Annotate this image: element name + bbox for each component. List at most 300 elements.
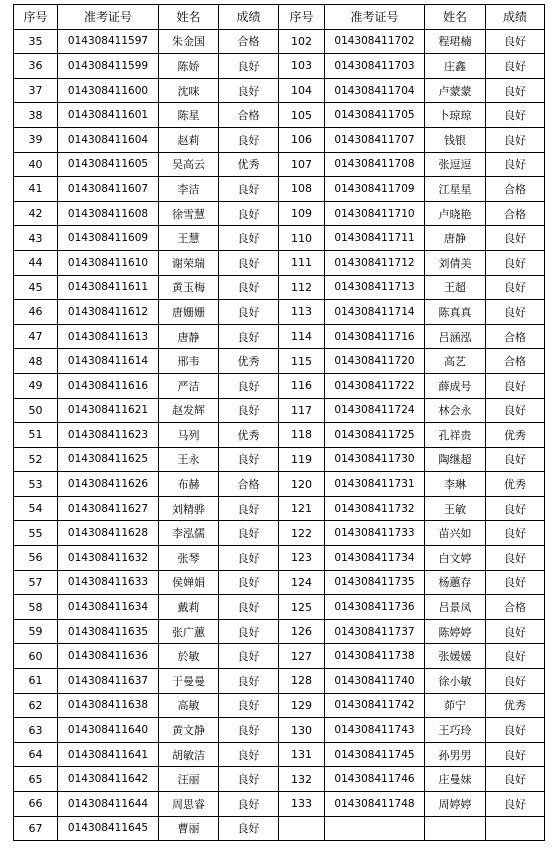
cell-seq: 124 (279, 570, 325, 595)
table-row (14, 152, 545, 177)
cell-name: 汪丽 (159, 767, 219, 792)
cell-grade: 优秀 (219, 423, 279, 448)
cell-ticket-no: 014308411737 (325, 619, 425, 644)
table-row (14, 226, 545, 251)
cell-ticket-no: 014308411740 (325, 669, 425, 694)
cell-seq (279, 816, 325, 841)
cell-ticket-no: 014308411745 (325, 742, 425, 767)
cell-ticket-no: 014308411613 (58, 324, 159, 349)
cell-ticket-no: 014308411612 (58, 300, 159, 325)
cell-name: 周婷婷 (425, 792, 486, 817)
cell-ticket-no: 014308411597 (58, 29, 159, 54)
cell-grade: 良好 (219, 226, 279, 251)
cell-ticket-no: 014308411732 (325, 496, 425, 521)
table-row (14, 570, 545, 595)
cell-name: 庄曼妹 (425, 767, 486, 792)
results-table (13, 4, 545, 841)
table-row (14, 546, 545, 571)
cell-name: 王慧 (159, 226, 219, 251)
cell-name: 赵莉 (159, 127, 219, 152)
cell-seq: 66 (14, 792, 58, 817)
cell-ticket-no: 014308411636 (58, 644, 159, 669)
cell-seq: 113 (279, 300, 325, 325)
table-row (14, 177, 545, 202)
cell-ticket-no: 014308411637 (58, 669, 159, 694)
cell-name: 吴高云 (159, 152, 219, 177)
cell-seq: 133 (279, 792, 325, 817)
table-row (14, 644, 545, 669)
header-ticket-no: 准考证号 (58, 5, 159, 30)
cell-grade: 良好 (219, 546, 279, 571)
cell-seq: 61 (14, 669, 58, 694)
cell-seq: 109 (279, 201, 325, 226)
cell-ticket-no: 014308411731 (325, 472, 425, 497)
cell-seq: 47 (14, 324, 58, 349)
cell-grade: 良好 (219, 324, 279, 349)
cell-seq: 64 (14, 742, 58, 767)
cell-ticket-no: 014308411645 (58, 816, 159, 841)
cell-ticket-no: 014308411738 (325, 644, 425, 669)
cell-grade: 合格 (486, 349, 545, 374)
cell-name: 孙男男 (425, 742, 486, 767)
cell-grade: 良好 (486, 300, 545, 325)
cell-grade: 良好 (219, 718, 279, 743)
header-seq: 序号 (279, 5, 325, 30)
table-row (14, 324, 545, 349)
cell-seq: 128 (279, 669, 325, 694)
cell-ticket-no: 014308411720 (325, 349, 425, 374)
table-row (14, 54, 545, 79)
cell-ticket-no: 014308411621 (58, 398, 159, 423)
cell-seq: 67 (14, 816, 58, 841)
header-row (14, 5, 545, 30)
cell-grade: 合格 (486, 201, 545, 226)
cell-name: 徐雪慧 (159, 201, 219, 226)
cell-seq: 59 (14, 619, 58, 644)
cell-seq: 111 (279, 250, 325, 275)
cell-seq: 46 (14, 300, 58, 325)
cell-ticket-no: 014308411635 (58, 619, 159, 644)
cell-grade: 良好 (219, 447, 279, 472)
cell-seq: 104 (279, 78, 325, 103)
cell-grade: 良好 (219, 127, 279, 152)
cell-grade: 良好 (219, 816, 279, 841)
cell-grade: 合格 (219, 29, 279, 54)
cell-ticket-no: 014308411730 (325, 447, 425, 472)
cell-grade: 良好 (219, 792, 279, 817)
cell-ticket-no: 014308411725 (325, 423, 425, 448)
cell-name: 沈咪 (159, 78, 219, 103)
cell-grade: 良好 (219, 177, 279, 202)
cell-ticket-no: 014308411627 (58, 496, 159, 521)
table-row (14, 693, 545, 718)
table-row (14, 816, 545, 841)
cell-name: 程珺楠 (425, 29, 486, 54)
cell-ticket-no: 014308411626 (58, 472, 159, 497)
table-row (14, 472, 545, 497)
cell-ticket-no: 014308411609 (58, 226, 159, 251)
cell-name: 卢晓艳 (425, 201, 486, 226)
cell-ticket-no: 014308411601 (58, 103, 159, 128)
cell-name (425, 816, 486, 841)
cell-seq: 56 (14, 546, 58, 571)
cell-name: 陈真真 (425, 300, 486, 325)
cell-seq: 41 (14, 177, 58, 202)
table-row (14, 398, 545, 423)
cell-name: 周思睿 (159, 792, 219, 817)
cell-grade: 良好 (219, 521, 279, 546)
cell-name: 曹丽 (159, 816, 219, 841)
cell-ticket-no: 014308411707 (325, 127, 425, 152)
cell-name: 王巧玲 (425, 718, 486, 743)
cell-name: 赵发辉 (159, 398, 219, 423)
cell-seq: 48 (14, 349, 58, 374)
cell-seq: 132 (279, 767, 325, 792)
cell-seq: 131 (279, 742, 325, 767)
cell-seq: 50 (14, 398, 58, 423)
cell-ticket-no: 014308411742 (325, 693, 425, 718)
cell-ticket-no: 014308411608 (58, 201, 159, 226)
cell-name: 高艺 (425, 349, 486, 374)
cell-name: 邢韦 (159, 349, 219, 374)
cell-seq: 107 (279, 152, 325, 177)
cell-seq: 125 (279, 595, 325, 620)
cell-ticket-no: 014308411746 (325, 767, 425, 792)
cell-seq: 110 (279, 226, 325, 251)
cell-name: 於敏 (159, 644, 219, 669)
table-row (14, 669, 545, 694)
cell-grade: 良好 (219, 54, 279, 79)
cell-ticket-no: 014308411600 (58, 78, 159, 103)
cell-name: 江星星 (425, 177, 486, 202)
table-row (14, 595, 545, 620)
cell-grade: 良好 (486, 447, 545, 472)
cell-grade: 合格 (219, 472, 279, 497)
cell-ticket-no: 014308411633 (58, 570, 159, 595)
cell-grade: 良好 (219, 595, 279, 620)
cell-name: 马列 (159, 423, 219, 448)
cell-seq: 60 (14, 644, 58, 669)
table-row (14, 496, 545, 521)
cell-grade: 优秀 (486, 693, 545, 718)
cell-name: 李泓儒 (159, 521, 219, 546)
cell-grade: 良好 (486, 619, 545, 644)
cell-name: 戴莉 (159, 595, 219, 620)
table-row (14, 275, 545, 300)
cell-grade: 合格 (219, 103, 279, 128)
cell-grade: 良好 (219, 373, 279, 398)
cell-seq: 38 (14, 103, 58, 128)
header-grade: 成绩 (486, 5, 545, 30)
cell-grade: 良好 (219, 742, 279, 767)
cell-name: 张逗逗 (425, 152, 486, 177)
cell-grade: 良好 (486, 226, 545, 251)
cell-grade: 优秀 (219, 349, 279, 374)
cell-grade: 良好 (486, 521, 545, 546)
cell-name: 杨蕙存 (425, 570, 486, 595)
cell-grade: 良好 (486, 103, 545, 128)
cell-seq: 119 (279, 447, 325, 472)
table-row (14, 742, 545, 767)
cell-name: 卜琼琼 (425, 103, 486, 128)
table-row (14, 423, 545, 448)
table-row (14, 127, 545, 152)
cell-name: 侯婵娟 (159, 570, 219, 595)
cell-ticket-no: 014308411610 (58, 250, 159, 275)
cell-seq: 53 (14, 472, 58, 497)
cell-ticket-no: 014308411710 (325, 201, 425, 226)
cell-seq: 57 (14, 570, 58, 595)
cell-ticket-no: 014308411640 (58, 718, 159, 743)
table-row (14, 447, 545, 472)
cell-name: 王敏 (425, 496, 486, 521)
cell-seq: 39 (14, 127, 58, 152)
cell-grade: 良好 (219, 669, 279, 694)
cell-name: 黄玉梅 (159, 275, 219, 300)
cell-name: 陈婷婷 (425, 619, 486, 644)
cell-ticket-no: 014308411712 (325, 250, 425, 275)
cell-ticket-no: 014308411743 (325, 718, 425, 743)
cell-seq: 35 (14, 29, 58, 54)
cell-grade: 优秀 (486, 472, 545, 497)
cell-grade: 良好 (486, 398, 545, 423)
cell-name: 谢荣瑞 (159, 250, 219, 275)
table-row (14, 718, 545, 743)
cell-name: 张媛媛 (425, 644, 486, 669)
cell-ticket-no: 014308411611 (58, 275, 159, 300)
cell-grade: 合格 (486, 324, 545, 349)
cell-name: 高敏 (159, 693, 219, 718)
cell-ticket-no: 014308411634 (58, 595, 159, 620)
header-name: 姓名 (425, 5, 486, 30)
cell-grade: 良好 (486, 767, 545, 792)
cell-name: 陶继超 (425, 447, 486, 472)
cell-ticket-no: 014308411623 (58, 423, 159, 448)
table-row (14, 619, 545, 644)
cell-grade: 合格 (486, 595, 545, 620)
cell-ticket-no: 014308411709 (325, 177, 425, 202)
cell-ticket-no: 014308411628 (58, 521, 159, 546)
cell-name: 王永 (159, 447, 219, 472)
cell-grade: 良好 (486, 546, 545, 571)
cell-seq: 120 (279, 472, 325, 497)
cell-grade: 合格 (486, 177, 545, 202)
cell-seq: 58 (14, 595, 58, 620)
cell-grade: 良好 (219, 275, 279, 300)
table-row (14, 300, 545, 325)
table-row (14, 78, 545, 103)
cell-grade: 良好 (486, 78, 545, 103)
cell-name: 茆宁 (425, 693, 486, 718)
cell-name: 唐静 (159, 324, 219, 349)
cell-name: 钱银 (425, 127, 486, 152)
cell-ticket-no: 014308411604 (58, 127, 159, 152)
cell-ticket-no: 014308411736 (325, 595, 425, 620)
cell-name: 陈星 (159, 103, 219, 128)
cell-name: 吕涵泓 (425, 324, 486, 349)
cell-seq: 112 (279, 275, 325, 300)
cell-grade: 良好 (219, 693, 279, 718)
cell-seq: 43 (14, 226, 58, 251)
cell-grade: 良好 (486, 496, 545, 521)
cell-seq: 65 (14, 767, 58, 792)
cell-seq: 40 (14, 152, 58, 177)
cell-seq: 52 (14, 447, 58, 472)
cell-grade: 良好 (219, 644, 279, 669)
cell-name: 苗兴如 (425, 521, 486, 546)
cell-ticket-no: 014308411599 (58, 54, 159, 79)
table-body (14, 29, 545, 841)
cell-seq: 55 (14, 521, 58, 546)
cell-grade: 良好 (486, 373, 545, 398)
cell-name: 白文婷 (425, 546, 486, 571)
cell-seq: 108 (279, 177, 325, 202)
cell-grade: 良好 (486, 250, 545, 275)
cell-seq: 115 (279, 349, 325, 374)
cell-ticket-no: 014308411702 (325, 29, 425, 54)
cell-name: 庄鑫 (425, 54, 486, 79)
cell-grade: 良好 (486, 669, 545, 694)
cell-ticket-no: 014308411703 (325, 54, 425, 79)
cell-ticket-no: 014308411705 (325, 103, 425, 128)
cell-seq: 37 (14, 78, 58, 103)
cell-grade: 良好 (486, 718, 545, 743)
cell-ticket-no: 014308411724 (325, 398, 425, 423)
cell-seq: 62 (14, 693, 58, 718)
header-seq: 序号 (14, 5, 58, 30)
cell-seq: 36 (14, 54, 58, 79)
cell-grade: 良好 (219, 250, 279, 275)
cell-ticket-no: 014308411714 (325, 300, 425, 325)
cell-ticket-no (325, 816, 425, 841)
cell-ticket-no: 014308411716 (325, 324, 425, 349)
cell-name: 唐静 (425, 226, 486, 251)
cell-grade: 良好 (486, 742, 545, 767)
table-row (14, 792, 545, 817)
cell-seq: 102 (279, 29, 325, 54)
cell-seq: 126 (279, 619, 325, 644)
table-row (14, 29, 545, 54)
cell-name: 李琳 (425, 472, 486, 497)
cell-grade: 良好 (219, 619, 279, 644)
cell-grade: 良好 (219, 496, 279, 521)
cell-grade: 良好 (219, 300, 279, 325)
cell-ticket-no: 014308411605 (58, 152, 159, 177)
cell-name: 薛成号 (425, 373, 486, 398)
cell-grade: 良好 (486, 127, 545, 152)
cell-ticket-no: 014308411704 (325, 78, 425, 103)
header-grade: 成绩 (219, 5, 279, 30)
table-row (14, 349, 545, 374)
cell-name: 黄文静 (159, 718, 219, 743)
cell-seq: 123 (279, 546, 325, 571)
cell-ticket-no: 014308411748 (325, 792, 425, 817)
cell-seq: 51 (14, 423, 58, 448)
cell-name: 唐姗姗 (159, 300, 219, 325)
cell-seq: 117 (279, 398, 325, 423)
cell-grade: 良好 (486, 29, 545, 54)
cell-grade: 良好 (219, 767, 279, 792)
cell-ticket-no: 014308411614 (58, 349, 159, 374)
cell-grade: 良好 (486, 644, 545, 669)
cell-grade: 良好 (219, 398, 279, 423)
cell-seq: 122 (279, 521, 325, 546)
cell-name: 于曼曼 (159, 669, 219, 694)
cell-name: 严洁 (159, 373, 219, 398)
cell-seq: 103 (279, 54, 325, 79)
header-ticket-no: 准考证号 (325, 5, 425, 30)
cell-ticket-no: 014308411607 (58, 177, 159, 202)
cell-name: 刘精骅 (159, 496, 219, 521)
cell-name: 王超 (425, 275, 486, 300)
cell-ticket-no: 014308411642 (58, 767, 159, 792)
cell-name: 布赫 (159, 472, 219, 497)
cell-ticket-no: 014308411734 (325, 546, 425, 571)
cell-name: 孔祥贵 (425, 423, 486, 448)
cell-grade: 良好 (219, 78, 279, 103)
cell-seq: 127 (279, 644, 325, 669)
cell-seq: 105 (279, 103, 325, 128)
cell-name: 陈娇 (159, 54, 219, 79)
cell-grade: 良好 (486, 54, 545, 79)
cell-grade: 良好 (219, 201, 279, 226)
cell-ticket-no: 014308411625 (58, 447, 159, 472)
cell-seq: 114 (279, 324, 325, 349)
cell-seq: 116 (279, 373, 325, 398)
table-row (14, 103, 545, 128)
cell-seq: 63 (14, 718, 58, 743)
cell-grade (486, 816, 545, 841)
cell-seq: 130 (279, 718, 325, 743)
cell-ticket-no: 014308411616 (58, 373, 159, 398)
cell-grade: 良好 (486, 792, 545, 817)
cell-name: 胡敏洁 (159, 742, 219, 767)
cell-grade: 优秀 (486, 423, 545, 448)
table-row (14, 373, 545, 398)
cell-name: 李洁 (159, 177, 219, 202)
cell-name: 朱金国 (159, 29, 219, 54)
cell-ticket-no: 014308411713 (325, 275, 425, 300)
cell-name: 张广蕙 (159, 619, 219, 644)
cell-ticket-no: 014308411708 (325, 152, 425, 177)
cell-name: 卢蒙蒙 (425, 78, 486, 103)
cell-seq: 45 (14, 275, 58, 300)
cell-grade: 良好 (486, 275, 545, 300)
cell-ticket-no: 014308411644 (58, 792, 159, 817)
cell-grade: 良好 (219, 570, 279, 595)
header-name: 姓名 (159, 5, 219, 30)
cell-seq: 49 (14, 373, 58, 398)
cell-name: 刘倩美 (425, 250, 486, 275)
cell-grade: 优秀 (219, 152, 279, 177)
table-row (14, 521, 545, 546)
cell-ticket-no: 014308411733 (325, 521, 425, 546)
cell-seq: 121 (279, 496, 325, 521)
cell-ticket-no: 014308411641 (58, 742, 159, 767)
cell-seq: 118 (279, 423, 325, 448)
cell-ticket-no: 014308411632 (58, 546, 159, 571)
cell-name: 徐小敏 (425, 669, 486, 694)
cell-ticket-no: 014308411638 (58, 693, 159, 718)
table-row (14, 767, 545, 792)
cell-name: 林会永 (425, 398, 486, 423)
cell-seq: 54 (14, 496, 58, 521)
cell-seq: 106 (279, 127, 325, 152)
table-row (14, 250, 545, 275)
cell-seq: 129 (279, 693, 325, 718)
table-row (14, 201, 545, 226)
cell-grade: 良好 (486, 570, 545, 595)
